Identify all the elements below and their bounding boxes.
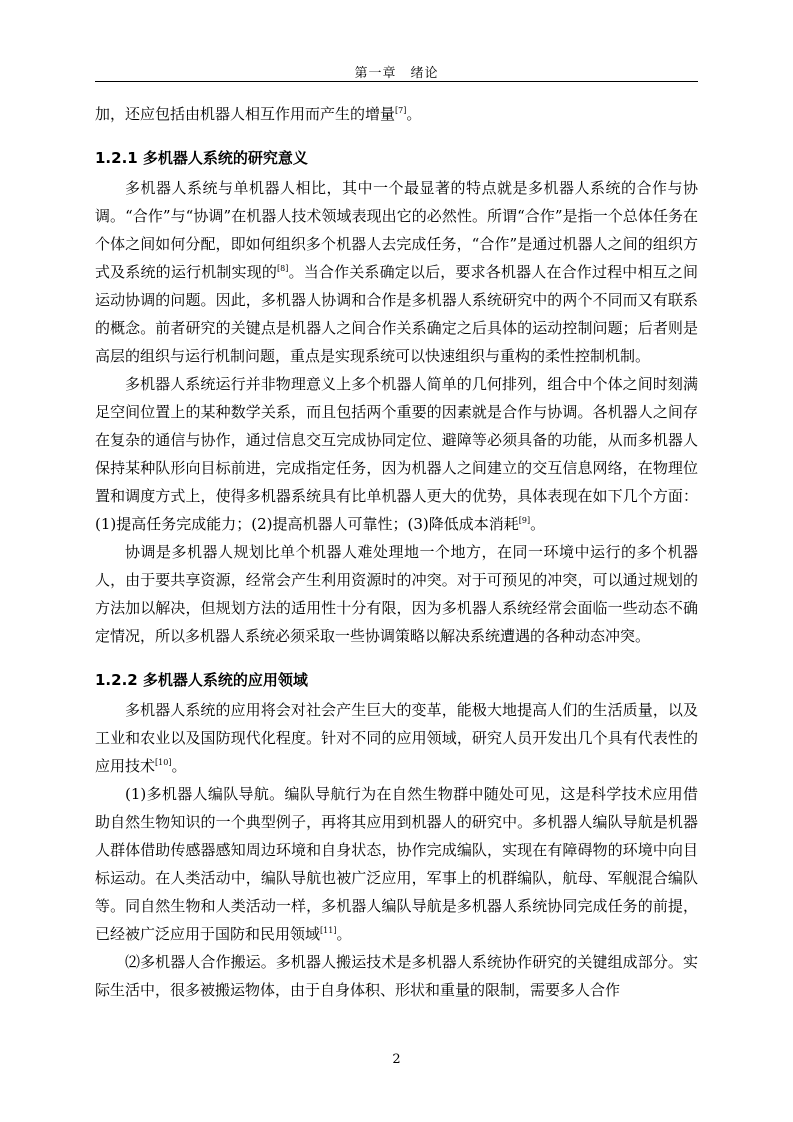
paragraph-continuation xyxy=(95,100,698,128)
paragraph-text: 。 xyxy=(336,925,352,943)
paragraph-text: 多机器人系统运行并非物理意义上多个机器人简单的几何排列，组合中个体之间时刻满足空间位置上的某种数学关系，而且包括两个重要的因素就是合作与协调。各机器人之间存在复杂的通信与协作，通过信息交互完成协同定位、避障等必须具备的功能，从而多机器人保持某种队形向目标前进，完成指定任务，因为机器人之间建立的交互信息网络，在物理位置和调度方式上，使得多机器系统具有比单机器人更大的优势，具体表现在如下几个方面：(1)提高任务完成能力；(2)提高机器人可靠性；(3)降低成本消耗 xyxy=(95,375,698,533)
paragraph-text: 。 xyxy=(530,515,546,533)
section-heading-1-2-1: 1.2.1 多机器人系统的研究意义 xyxy=(95,149,308,167)
citation-10: [10] xyxy=(155,758,172,767)
paragraph-text: (1)多机器人编队导航。编队导航行为在自然生物群中随处可见，这是科学技术应用借助自然生物知识的一个典型例子，再将其应用到机器人的研究中。多机器人编队导航是机器人群体借助传感器感知周边环境和自身状态，协作完成编队，实现在有障碍物的环境中向目标运动。在人类活动中，编队导航也被广泛应用，军事上的机群编队，航母、军舰混合编队等。同自然生物和人类活动一样，多机器人编队导航是多机器人系统协同完成任务的前提，已经被广泛应用于国防和民用领域 xyxy=(95,785,698,943)
paragraph-significance xyxy=(95,174,698,370)
paragraph-cooperative-transport: ⑵多机器人合作搬运。多机器人搬运技术是多机器人系统协作研究的关键组成部分。实际生活中，很多被搬运物体，由于自身体积、形状和重量的限制，需要多人合作 xyxy=(95,953,698,999)
paragraph-operation xyxy=(95,370,698,538)
paragraph-text: 加，还应包括由机器人相互作用而产生的增量 xyxy=(95,105,396,123)
citation-7: [7] xyxy=(395,106,407,115)
paragraph-text: 多机器人系统的应用将会对社会产生巨大的变革，能极大地提高人们的生活质量，以及工业和农业以及国防现代化程度。针对不同的应用领域，研究人员开发出几个具有代表性的应用技术 xyxy=(95,701,698,775)
paragraph-text: 。 xyxy=(406,105,422,123)
paragraph-formation-navigation xyxy=(95,780,698,948)
paragraph-text: 。当合作关系确定以后，要求各机器人在合作过程中相互之间运动协调的问题。因此，多机器人协调和合作是多机器人系统研究中的两个不同而又有联系的概念。前者研究的关键点是机器人之间合作关系确定之后具体的运动控制问题；后者则是高层的组织与运行机制问题，重点是实现系统可以快速组织与重构的柔性控制机制。 xyxy=(95,263,698,365)
paragraph-coordination: 协调是多机器人规划比单个机器人难处理地一个地方，在同一环境中运行的多个机器人，由于要共享资源，经常会产生利用资源时的冲突。对于可预见的冲突，可以通过规划的方法加以解决，但规划方法的适用性十分有限，因为多机器人系统经常会面临一些动态不确定情况，所以多机器人系统必须采取一些协调策略以解决系统遭遇的各种动态冲突。 xyxy=(95,543,698,645)
paragraph-text: 多机器人系统与单机器人相比，其中一个最显著的特点就是多机器人系统的合作与协调。“合作”与“协调”在机器人技术领域表现出它的必然性。所谓“合作”是指一个总体任务在个体之间如何分配，即如何组织多个机器人去完成任务，“合作”是通过机器人之间的组织方式及系统的运行机制实现的 xyxy=(95,179,698,281)
paragraph-text: 。 xyxy=(171,757,187,775)
page-number: 2 xyxy=(392,1052,401,1067)
paragraph-applications xyxy=(95,696,698,780)
citation-11: [11] xyxy=(320,926,337,935)
document-body xyxy=(95,100,698,1004)
section-heading-1-2-2: 1.2.2 多机器人系统的应用领域 xyxy=(95,671,308,689)
header-rule xyxy=(95,81,698,82)
citation-8: [8] xyxy=(277,264,289,273)
running-header: 第一章 绪论 xyxy=(354,66,439,81)
citation-9: [9] xyxy=(518,516,531,525)
